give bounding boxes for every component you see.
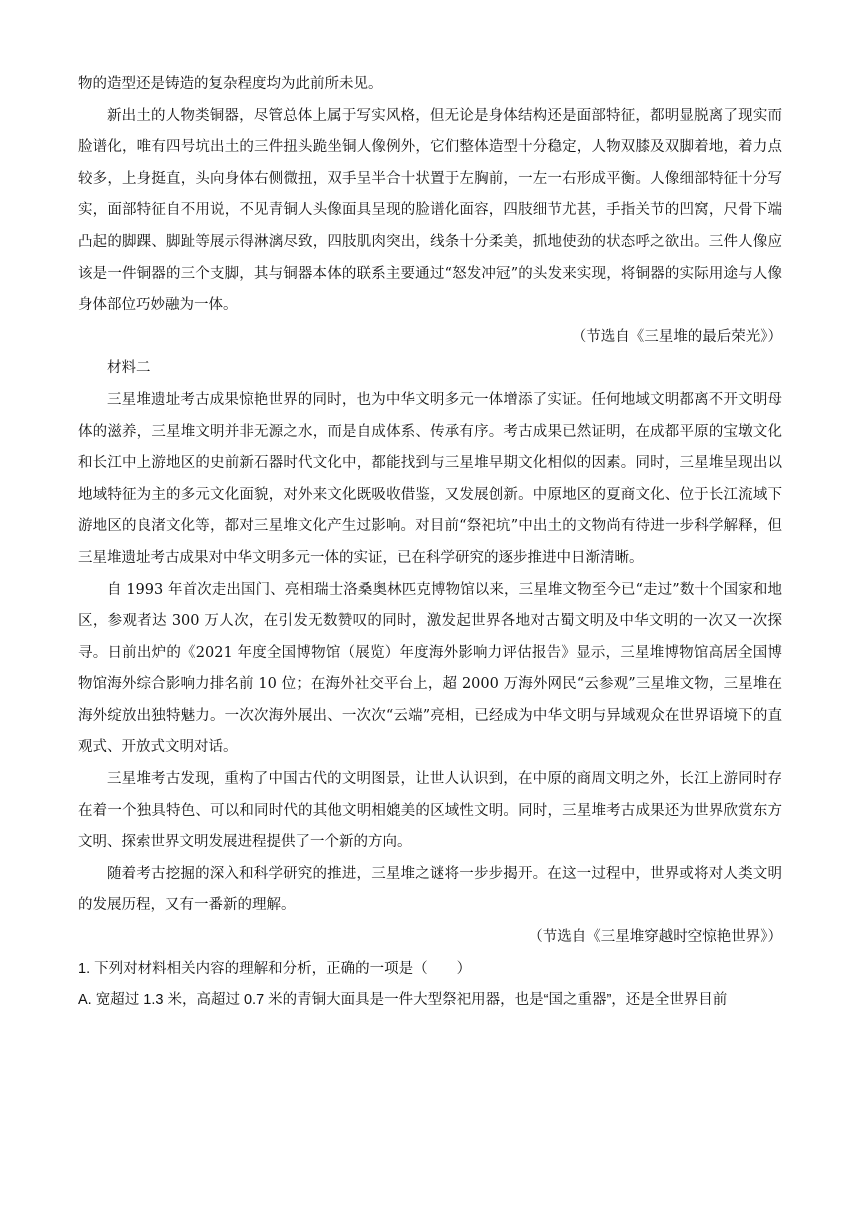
material-2-heading: 材料二: [107, 360, 151, 377]
option-a: A. 宽超过 1.3 米，高超过 0.7 米的青铜大面具是一件大型祭祀用器，也是“国之重器”，还是全世界目前: [78, 992, 728, 1009]
paragraph-bronze-figures: 新出土的人物类铜器，尽管总体上属于写实风格，但无论是身体结构还是面部特征，都明显脱离了现实而脸谱化，唯有四号坑出土的三件扭头跪坐铜人像例外，它们整体造型十分稳定，人物双膝及双脚着地，着力点较多，上身挺直，头向身体右侧微扭，双手呈半合十状置于左胸前，一左一右形成平衡。人像细部特征十分写实，面部特征自不用说，不见青铜人头像面具呈现的脸谱化面容，四肢细节尤甚，手指关节的凹窝，尺骨下端凸起的脚踝、脚趾等展示得淋漓尽致，四肢肌肉突出，线条十分柔美，抓地使劲的状态呼之欲出。三件人像应该是一件铜器的三个支脚，其与铜器本体的联系主要通过“怒发冲冠”的头发来实现，将铜器的实际用途与人像身体部位巧妙融为一体。: [78, 107, 782, 314]
source-citation-1: （节选自《三星堆的最后荣光》）: [571, 328, 782, 345]
paragraph-civilization-picture: 三星堆考古发现，重构了中国古代的文明图景，让世人认识到，在中原的商周文明之外，长江上游同时存在着一个独具特色、可以和同时代的其他文明相媲美的区域性文明。同时，三星堆考古成果还为世界欣赏东方文明、探索世界文明发展进程提供了一个新的方向。: [78, 771, 782, 851]
paragraph-overseas-exhibitions: 自 1993 年首次走出国门、亮相瑞士洛桑奥林匹克博物馆以来，三星堆文物至今已“走过”数十个国家和地区，参观者达 300 万人次，在引发无数赞叹的同时，激发起世界各地对古蜀文明及中华文明的一次又一次探寻。日前出炉的《2021 年度全国博物馆（展览）年度海外影响力评估报告》显示，三星堆博物馆高居全国博物馆海外综合影响力排名前 10 位；在海外社交平台上，超 2000 万海外网民“云参观”三星堆文物，三星堆在海外绽放出独特魅力。一次次海外展出、一次次“云端”亮相，已经成为中华文明与异域观众在世界语境下的直观式、开放式文明对话。: [78, 581, 782, 756]
source-citation-2: （节选自《三星堆穿越时空惊艳世界》）: [528, 929, 782, 946]
paragraph-multicultural-evidence: 三星堆遗址考古成果惊艳世界的同时，也为中华文明多元一体增添了实证。任何地域文明都离不开文明母体的滋养，三星堆文明并非无源之水，而是自成体系、传承有序。考古成果已然证明，在成都平原的宝墩文化和长江中上游地区的史前新石器时代文化中，都能找到与三星堆早期文化相似的因素。同时，三星堆呈现出以地域特征为主的多元文化面貌，对外来文化既吸收借鉴，又发展创新。中原地区的夏商文化、位于长江流域下游地区的良渚文化等，都对三星堆文化产生过影响。对目前“祭祀坑”中出土的文物尚有待进一步科学解释，但三星堆遗址考古成果对中华文明多元一体的实证，已在科学研究的逐步推进中日渐清晰。: [78, 391, 782, 566]
document-page: [78, 70, 782, 1017]
paragraph-continuation: 物的造型还是铸造的复杂程度均为此前所未见。: [78, 76, 383, 92]
paragraph-future-research: 随着考古挖掘的深入和科学研究的推进，三星堆之谜将一步步揭开。在这一过程中，世界或将对人类文明的发展历程，又有一番新的理解。: [78, 865, 782, 914]
question-1: 1. 下列对材料相关内容的理解和分析，正确的一项是（ ）: [78, 960, 472, 977]
